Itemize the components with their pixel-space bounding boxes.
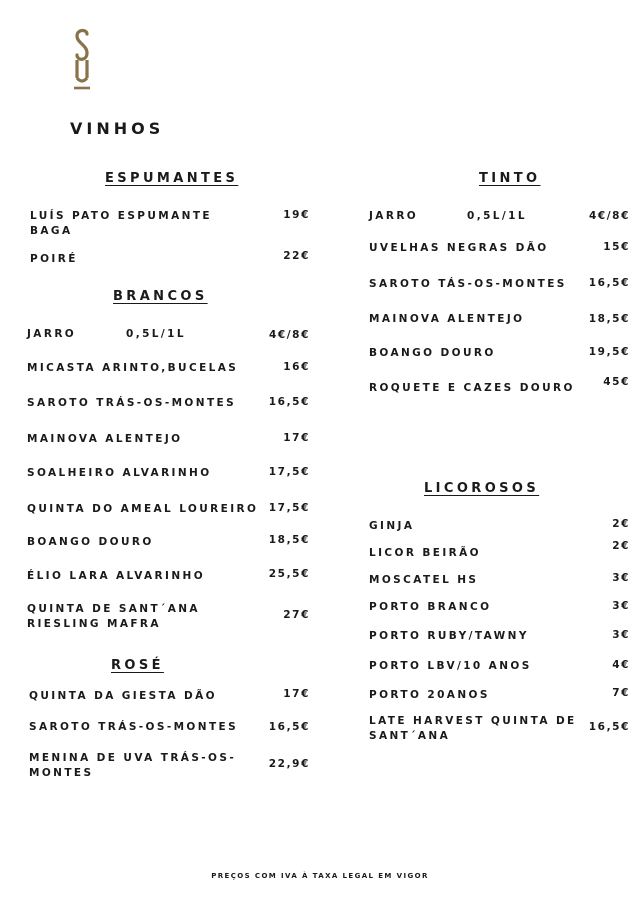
menu-item-price: 2€: [612, 540, 630, 552]
menu-item-name: PORTO LBV/10 ANOS: [369, 660, 532, 672]
menu-item-price: 22€: [283, 250, 310, 262]
menu-item-name: LUÍS PATO ESPUMANTE BAGA: [30, 210, 213, 237]
menu-item-price: 3€: [612, 572, 630, 584]
menu-item-price: 19€: [283, 209, 310, 221]
menu-item-name: PORTO BRANCO: [369, 601, 492, 613]
menu-item-name: ROQUETE E CAZES DOURO: [369, 382, 575, 394]
menu-item-price: 16,5€: [588, 721, 630, 733]
section-title-espumantes: ESPUMANTES: [105, 171, 239, 186]
menu-item-name: BOANGO DOURO: [369, 347, 496, 359]
section-title-rose: ROSÉ: [111, 658, 164, 673]
menu-item-price: 45€: [603, 376, 630, 388]
menu-item-price: 4€/8€: [588, 210, 630, 222]
section-title-brancos: BRANCOS: [113, 289, 208, 304]
menu-item-price: 3€: [612, 629, 630, 641]
menu-item-price: 2€: [612, 518, 630, 530]
menu-item-price: 19,5€: [588, 346, 630, 358]
section-title-tinto: TINTO: [479, 171, 541, 186]
menu-item-name: BOANGO DOURO: [27, 536, 154, 548]
menu-item-price: 18,5€: [268, 534, 310, 546]
menu-item-name: LATE HARVEST QUINTA DE SANT´ANA: [369, 715, 577, 742]
menu-item-name: SOALHEIRO ALVARINHO: [27, 467, 212, 479]
menu-item-name: QUINTA DA GIESTA DÃO: [29, 690, 217, 702]
menu-item-price: 18,5€: [588, 313, 630, 325]
menu-item-name: JARRO: [369, 210, 419, 222]
menu-item-name: ÉLIO LARA ALVARINHO: [27, 570, 206, 582]
menu-item-name: UVELHAS NEGRAS DÃO: [369, 242, 549, 254]
menu-item-name: SAROTO TRÁS-OS-MONTES: [27, 397, 237, 409]
menu-item-price: 22,9€: [268, 758, 310, 770]
menu-item-name: JARRO: [27, 328, 77, 340]
menu-item-price: 16,5€: [268, 721, 310, 733]
menu-item-name: POIRÉ: [30, 253, 78, 265]
menu-item-name: MAINOVA ALENTEJO: [369, 313, 525, 325]
menu-item-name: SAROTO TRÁS-OS-MONTES: [29, 721, 239, 733]
menu-item-price: 16€: [283, 361, 310, 373]
menu-item-price: 3€: [612, 600, 630, 612]
menu-item-name: PORTO RUBY/TAWNY: [369, 630, 529, 642]
menu-item-name: QUINTA DO AMEAL LOUREIRO: [27, 503, 259, 515]
menu-item-name: SAROTO TÁS-OS-MONTES: [369, 278, 567, 290]
menu-item-price: 16,5€: [268, 396, 310, 408]
menu-item-price: 17,5€: [268, 466, 310, 478]
menu-item-price: 25,5€: [268, 568, 310, 580]
menu-item-name: MENINA DE UVA TRÁS-OS-MONTES: [29, 752, 237, 779]
menu-item-name: GINJA: [369, 520, 415, 532]
menu-item-name: MOSCATEL HS: [369, 574, 479, 586]
section-title-licorosos: LICOROSOS: [424, 481, 540, 496]
menu-item-size: 0,5L/1L: [467, 210, 527, 222]
menu-item-price: 15€: [603, 241, 630, 253]
menu-item-name: QUINTA DE SANT´ANA RIESLING MAFRA: [27, 603, 200, 630]
menu-item-size: 0,5L/1L: [126, 328, 186, 340]
page-title: VINHOS: [70, 119, 165, 138]
menu-item-price: 17€: [283, 688, 310, 700]
menu-item-name: MAINOVA ALENTEJO: [27, 433, 183, 445]
menu-item-price: 4€/8€: [268, 329, 310, 341]
menu-item-name: MICASTA ARINTO,BUCELAS: [27, 362, 239, 374]
menu-item-price: 27€: [283, 609, 310, 621]
s-monogram-logo: [72, 28, 92, 92]
menu-item-price: 16,5€: [588, 277, 630, 289]
menu-item-name: PORTO 20ANOS: [369, 689, 490, 701]
menu-item-name: LICOR BEIRÃO: [369, 547, 481, 559]
menu-item-price: 17€: [283, 432, 310, 444]
menu-item-price: 4€: [612, 659, 630, 671]
menu-item-price: 7€: [612, 687, 630, 699]
menu-item-price: 17,5€: [268, 502, 310, 514]
footer-note: PREÇOS COM IVA À TAXA LEGAL EM VIGOR: [211, 872, 429, 880]
